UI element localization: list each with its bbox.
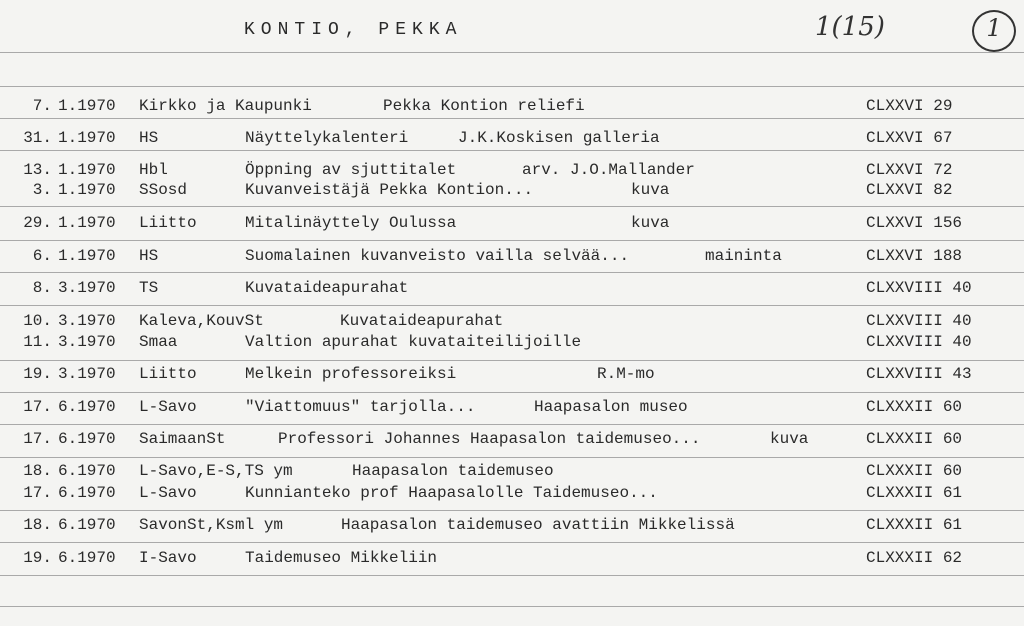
rule-line [0,457,1024,458]
entry-note: maininta [705,247,782,265]
entry-source: HS [139,129,159,147]
entry-reference: CLXXXII 62 [866,549,963,567]
entry-day: 8. [32,279,52,297]
entry-day: 18. [23,516,52,534]
entry-source: Kaleva,KouvSt [139,312,264,330]
entry-reference: CLXXVI 82 [866,181,953,199]
entry-date: 3.1970 [58,333,116,351]
rule-line [0,360,1024,361]
entry-source: Hbl [139,161,168,179]
circled-number-text: 1 [986,14,1002,42]
entry-reference: CLXXVIII 43 [866,365,972,383]
entry-row [0,247,1024,269]
entry-title: Valtion apurahat kuvataiteilijoille [245,333,582,351]
entry-row [0,398,1024,420]
rule-line [0,305,1024,306]
entry-reference: CLXXVIII 40 [866,312,972,330]
entry-day: 29. [23,214,52,232]
entry-note: kuva [631,181,670,199]
entry-title: Öppning av sjuttitalet [245,161,457,179]
rule-line [0,510,1024,511]
entry-day: 19. [23,549,52,567]
entry-reference: CLXXXII 60 [866,398,963,416]
entry-day: 3. [32,181,52,199]
entry-source: Kirkko ja Kaupunki [139,97,312,115]
entry-row [0,279,1024,301]
entry-note: kuva [631,214,670,232]
entry-row [0,365,1024,387]
entry-row [0,161,1024,183]
entry-source: Liitto [139,214,197,232]
entry-title: Pekka Kontion reliefi [383,97,585,115]
entry-title: Haapasalon taidemuseo avattiin Mikkelissä [341,516,735,534]
entry-date: 1.1970 [58,161,116,179]
rule-line [0,206,1024,207]
rule-line [0,606,1024,607]
entry-reference: CLXXVIII 40 [866,279,972,297]
entry-title: Melkein professoreiksi [245,365,457,383]
entry-source: SaimaanSt [139,430,226,448]
rule-line [0,392,1024,393]
entry-row [0,312,1024,334]
entry-row [0,549,1024,571]
rule-line [0,272,1024,273]
entry-date: 6.1970 [58,516,116,534]
entry-note: arv. J.O.Mallander [522,161,695,179]
entry-day: 19. [23,365,52,383]
entry-title: Professori Johannes Haapasalon taidemuseo... [278,430,701,448]
entry-note: J.K.Koskisen galleria [458,129,660,147]
entry-source: L-Savo [139,484,197,502]
entry-day: 7. [32,97,52,115]
rule-line [0,575,1024,576]
entry-title: Haapasalon taidemuseo [352,462,554,480]
entry-title: Mitalinäyttely Oulussa [245,214,457,232]
entry-date: 6.1970 [58,430,116,448]
entry-note: Haapasalon museo [534,398,688,416]
entry-reference: CLXXVI 72 [866,161,953,179]
handwritten-card-number: 1(15) [815,12,885,42]
card-title: KONTIO, PEKKA [244,20,463,40]
entry-reference: CLXXVI 29 [866,97,953,115]
entry-note: R.M-mo [597,365,655,383]
entry-date: 6.1970 [58,549,116,567]
entry-source: L-Savo [139,398,197,416]
entry-row [0,484,1024,506]
entry-title: Kunnianteko prof Haapasalolle Taidemuseo... [245,484,658,502]
entry-date: 3.1970 [58,279,116,297]
entry-note: kuva [770,430,809,448]
entry-row [0,516,1024,538]
entry-day: 17. [23,398,52,416]
entry-reference: CLXXVIII 40 [866,333,972,351]
entry-source: HS [139,247,159,265]
entry-day: 17. [23,484,52,502]
rule-line [0,542,1024,543]
entry-row [0,214,1024,236]
entry-date: 1.1970 [58,97,116,115]
entry-title: Kuvataideapurahat [340,312,504,330]
rule-line [0,240,1024,241]
entry-reference: CLXXXII 60 [866,430,963,448]
entry-date: 3.1970 [58,312,116,330]
entry-date: 1.1970 [58,181,116,199]
entry-title: Suomalainen kuvanveisto vailla selvää... [245,247,630,265]
entry-date: 1.1970 [58,214,116,232]
entry-title: Näyttelykalenteri [245,129,409,147]
rule-line [0,424,1024,425]
entry-row [0,333,1024,355]
entry-date: 6.1970 [58,484,116,502]
entry-reference: CLXXXII 60 [866,462,963,480]
entry-row [0,462,1024,484]
entry-day: 18. [23,462,52,480]
entry-day: 6. [32,247,52,265]
entry-source: Smaa [139,333,178,351]
circled-number [972,10,1016,52]
entry-date: 6.1970 [58,462,116,480]
entry-day: 17. [23,430,52,448]
rule-line [0,52,1024,53]
entry-source: L-Savo,E-S,TS ym [139,462,293,480]
entry-row [0,181,1024,203]
entry-row [0,97,1024,119]
entry-row [0,129,1024,151]
entry-day: 31. [23,129,52,147]
entry-date: 1.1970 [58,129,116,147]
entry-title: Kuvataideapurahat [245,279,409,297]
entry-source: SSosd [139,181,188,199]
entry-date: 1.1970 [58,247,116,265]
entry-title: Kuvanveistäjä Pekka Kontion... [245,181,534,199]
entry-title: Taidemuseo Mikkeliin [245,549,438,567]
entry-reference: CLXXVI 67 [866,129,953,147]
entry-reference: CLXXXII 61 [866,484,963,502]
entry-date: 6.1970 [58,398,116,416]
rule-line [0,86,1024,87]
entry-reference: CLXXXII 61 [866,516,963,534]
entry-source: Liitto [139,365,197,383]
entry-date: 3.1970 [58,365,116,383]
entry-source: TS [139,279,159,297]
entry-source: I-Savo [139,549,197,567]
entry-day: 11. [23,333,52,351]
entry-title: "Viattomuus" tarjolla... [245,398,476,416]
entry-day: 13. [23,161,52,179]
entry-row [0,430,1024,452]
entry-source: SavonSt,Ksml ym [139,516,284,534]
entry-reference: CLXXVI 188 [866,247,963,265]
entry-reference: CLXXVI 156 [866,214,963,232]
entry-day: 10. [23,312,52,330]
